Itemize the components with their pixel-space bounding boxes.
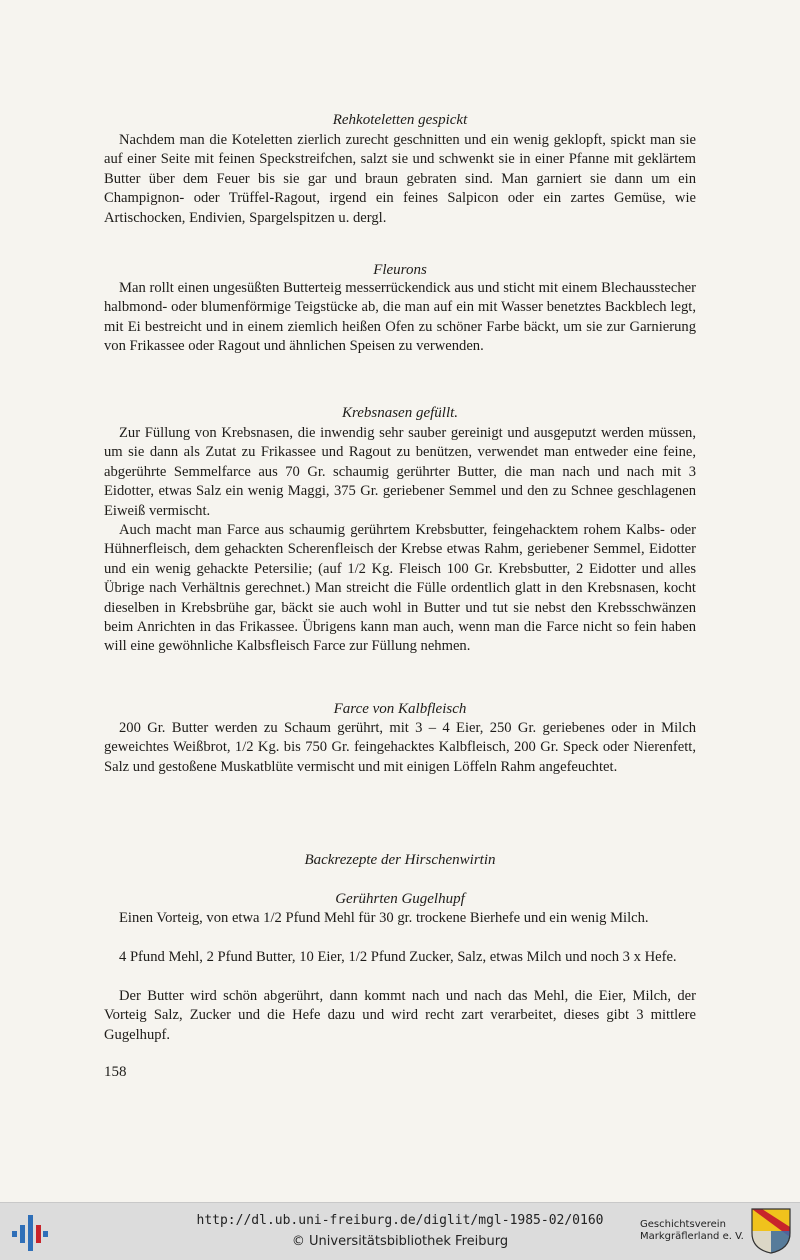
society-line-1: Geschichtsverein [640, 1219, 726, 1230]
ub-freiburg-logo-icon[interactable] [12, 1211, 48, 1251]
recipe-title: Krebsnasen gefüllt. [341, 405, 459, 421]
page-number: 158 [104, 1064, 127, 1080]
paragraph: Nachdem man die Koteletten zierlich zurecht geschnitten und ein wenig geklopft, spickt man sie auf einer Seite mit feinen Speckstreifchen, salzt sie und schwenkt sie in einer Pfanne mit geklärtem Butter über dem Feuer bis sie gar und braun gebraten sind. Man garniert sie dann um ein Champignon- oder Trüffel-Ragout, irgend ein feines Salpicon oder ein zartes Gemüse, wie Artischocken, Endivien, Spargelspitzen u. dergl. [104, 132, 696, 226]
recipe-title: Farce von Kalbfleisch [333, 701, 467, 717]
paragraph: 4 Pfund Mehl, 2 Pfund Butter, 10 Eier, 1/2 Pfund Zucker, Salz, etwas Milch und noch 3 x Hefe. [119, 949, 677, 965]
copyright-text: © Universitätsbibliothek Freiburg [291, 1234, 509, 1249]
recipe-title: Rehkoteletten gespickt [332, 112, 468, 128]
viewer-footer [0, 1202, 800, 1260]
society-line-2: Markgräflerland e. V. [640, 1231, 744, 1242]
paragraph: Einen Vorteig, von etwa 1/2 Pfund Mehl für 30 gr. trockene Bierhefe und ein wenig Milch. [119, 910, 649, 926]
paragraph: Man rollt einen ungesüßten Butterteig messerrückendick aus und sticht mit einem Blechausstecher halbmond- oder blumenförmige Teigstücke ab, die man auf ein mit Wasser benetztes Backblech legt, mit Ei bestreicht und in einem ziemlich heißen Ofen zu schöner Farbe bäckt, um sie zur Garnierung von Frikassee oder Ragout und ähnlichen Speisen zu verwenden. [104, 280, 696, 355]
recipe-title: Gerührten Gugelhupf [335, 891, 465, 907]
coat-of-arms-icon[interactable] [750, 1207, 792, 1255]
section-title: Backrezepte der Hirschenwirtin [304, 852, 496, 868]
recipe-title: Fleurons [373, 262, 427, 278]
paragraph: 200 Gr. Butter werden zu Schaum gerührt, mit 3 – 4 Eier, 250 Gr. geriebenes oder in Milch geweichtes Weißbrot, 1/2 Kg. bis 750 Gr. feingehacktes Kalbfleisch, 200 Gr. Speck oder Nierenfett, Salz und gestoßene Muskatblüte vermischt und mit einigen Löffeln Rahm angefeuchtet. [104, 720, 696, 775]
society-name[interactable] [640, 1219, 744, 1243]
paragraph: Auch macht man Farce aus schaumig gerührtem Krebsbutter, feingehacktem rohem Kalbs- oder Hühnerfleisch, dem gehackten Scherenfleisch der Krebse etwas Rahm, geriebener Semmel, Eidotter und ein wenig gehackte Petersilie; (auf 1/2 Kg. Fleisch 100 Gr. Krebsbutter, 2 Eidotter und alles Übrige nach Verhältnis gerechnet.) Man streicht die Fülle ordentlich glatt in den Krebsnasen, kocht dieselben in Krebsbrühe gar, bäckt sie auch wohl in Butter und tut sie nebst den Krebsschwänzen beim Anrichten in das Frikassee. Übrigens kann man auch, wenn man die Farce nicht so fein haben will eine gewöhnliche Kalbsfleisch Farce zur Füllung nehmen. [104, 522, 696, 655]
document-url-link[interactable]: http://dl.ub.uni-freiburg.de/diglit/mgl-1985-02/0160 [196, 1213, 604, 1228]
paragraph: Der Butter wird schön abgerührt, dann kommt nach und nach das Mehl, die Eier, Milch, der Vorteig Salz, Zucker und die Hefe dazu und wird recht zart verarbeitet, dieses gibt 3 mittlere Gugelhupf. [104, 988, 696, 1043]
paragraph: Zur Füllung von Krebsnasen, die inwendig sehr sauber gereinigt und ausgeputzt werden müssen, um sie dann als Zutat zu Frikassee und Ragout zu benützen, verwendet man entweder eine feine, abgerührte Semmelfarce aus 70 Gr. schaumig gerührter Butter, die man nach und nach mit 3 Eidotter, etwas Salz ein wenig Maggi, 375 Gr. geriebener Semmel und den zu Schnee geschlagenen Eiweiß vermischt. [104, 425, 696, 519]
